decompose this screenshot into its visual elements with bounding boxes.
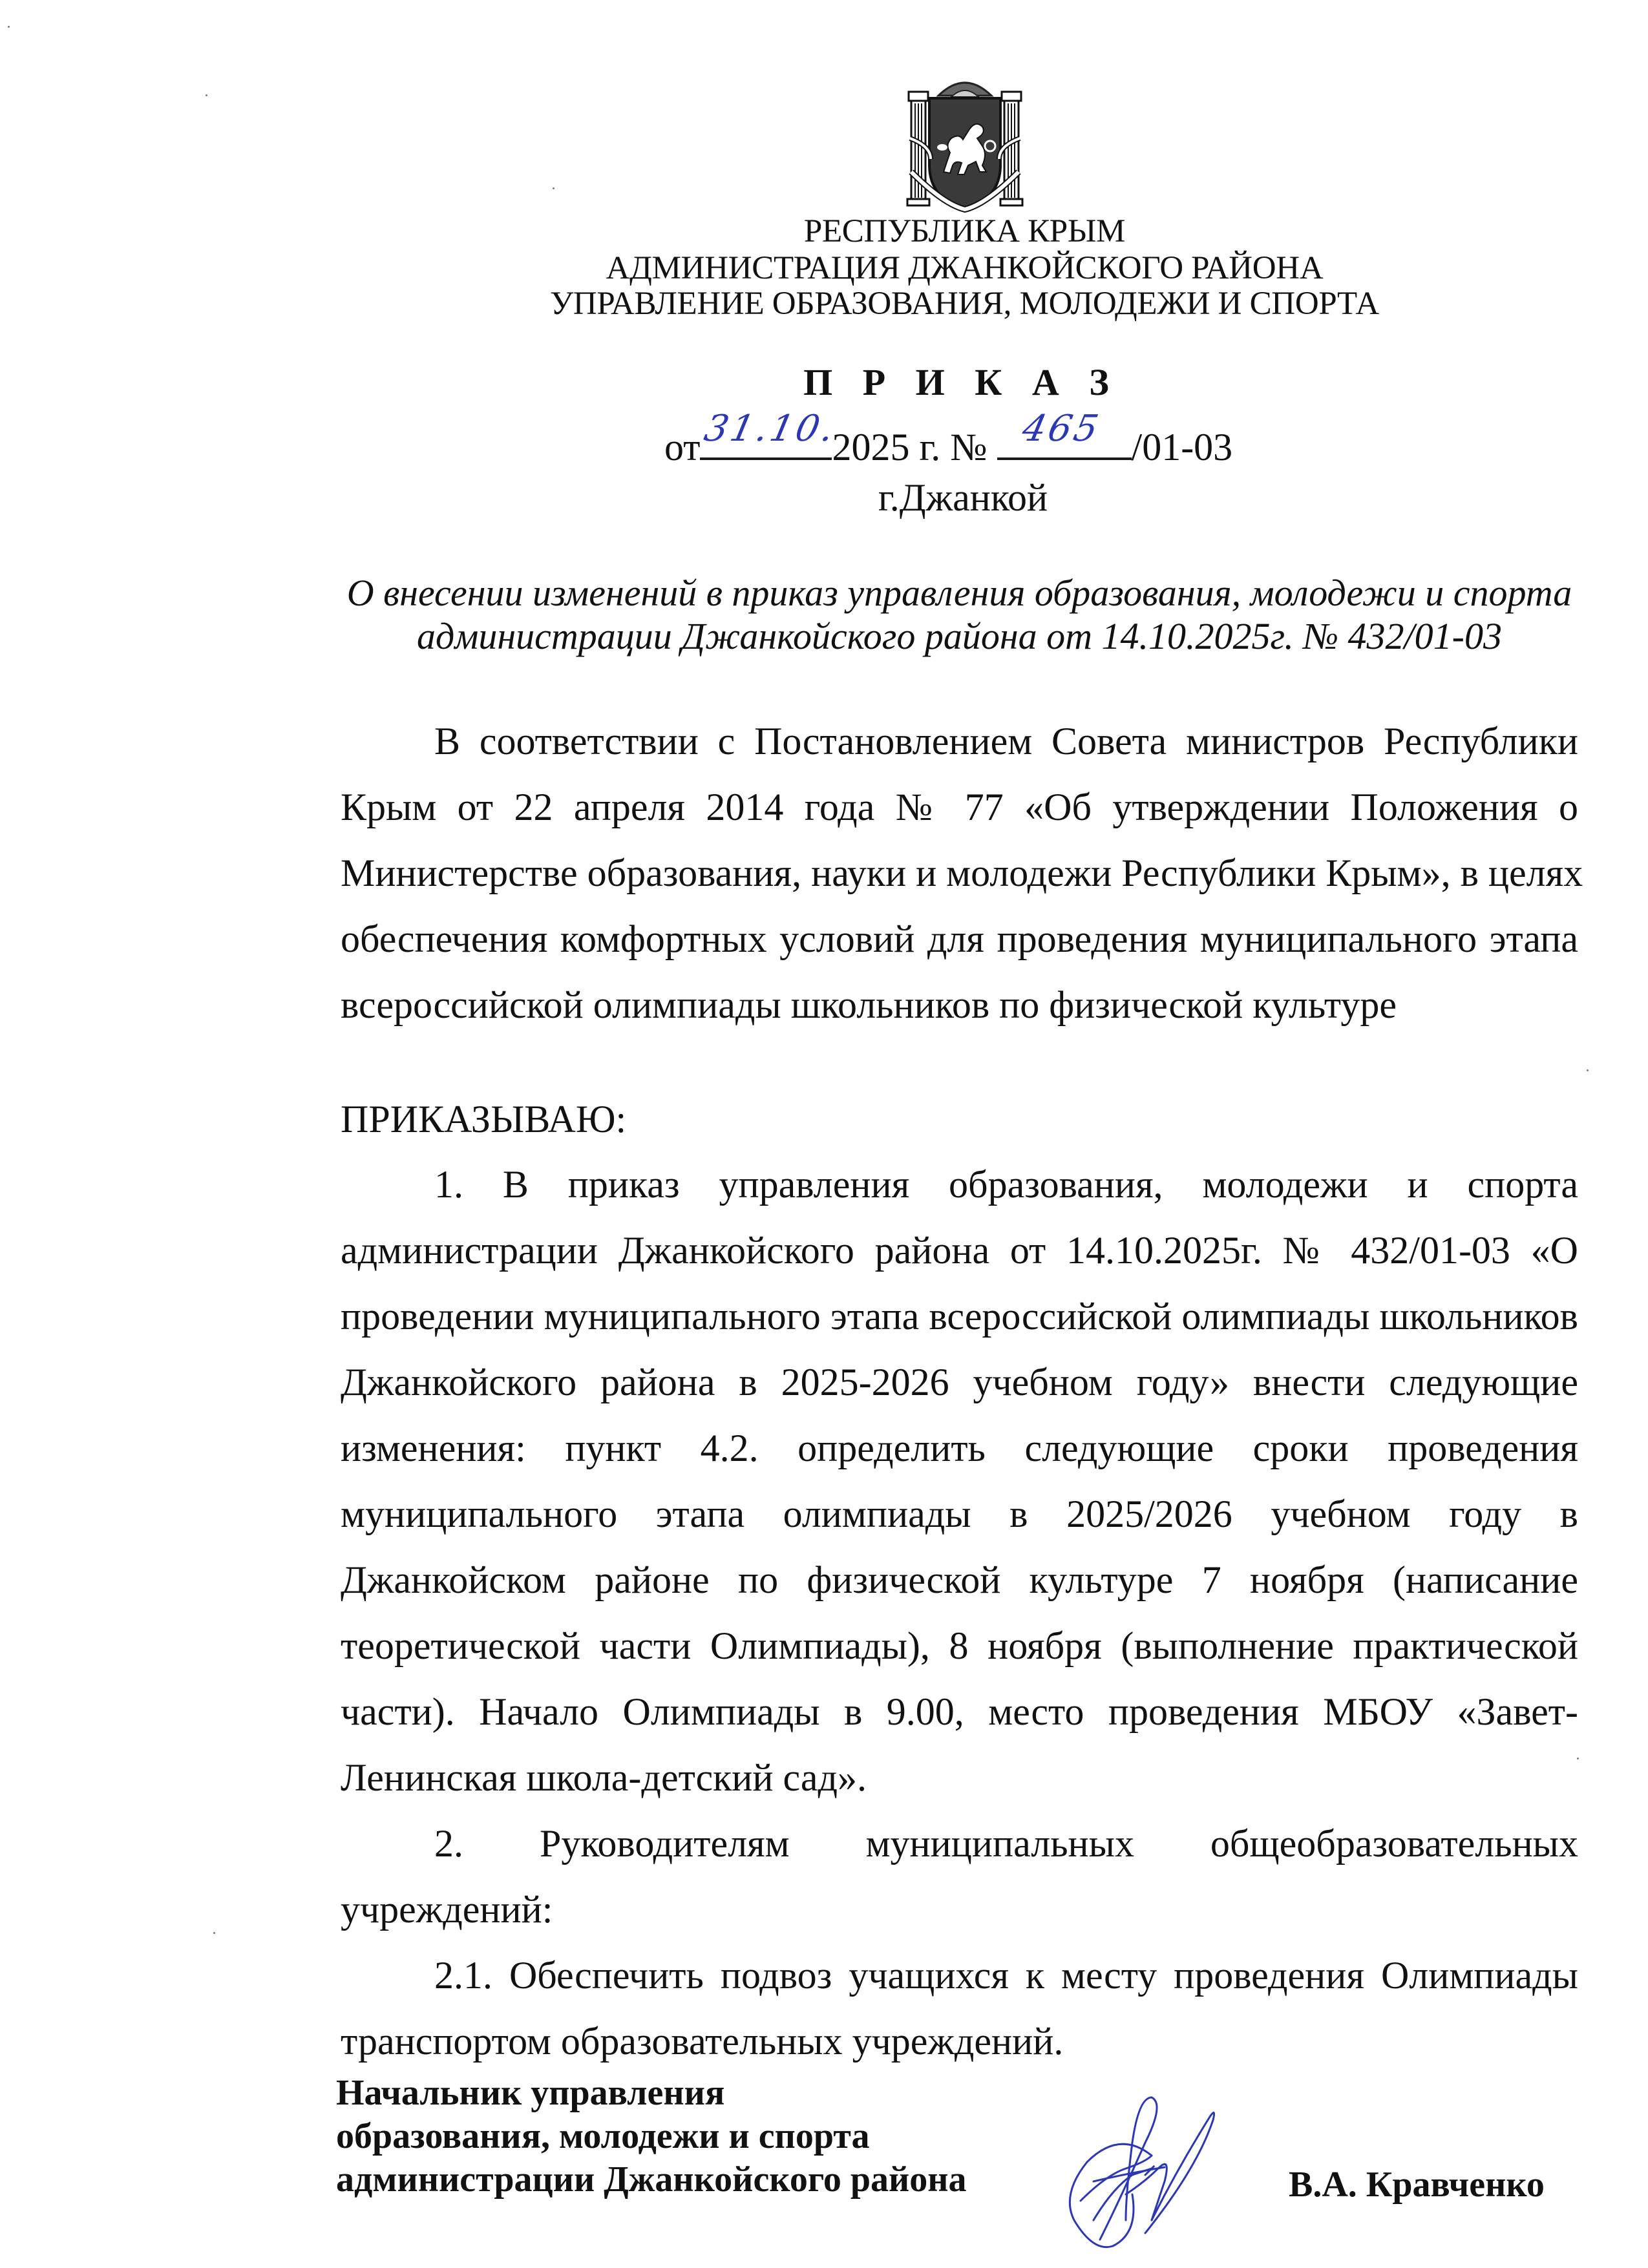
item-2-line: 2. Руководителям муниципальных общеобразовательных xyxy=(434,1822,1578,1865)
item-1-line: части). Начало Олимпиады в 9.00, место проведения МБОУ «Завет- xyxy=(341,1690,1578,1733)
item-1-line: 1. В приказ управления образования, молодежи и спорта xyxy=(434,1163,1578,1206)
number-field xyxy=(997,408,1132,460)
preamble-line: обеспечения комфортных условий для проведения муниципального этапа xyxy=(341,918,1578,960)
item-1-line: администрации Джанкойского района от 14.10.2025г. № 432/01-03 «О xyxy=(341,1229,1578,1272)
handwritten-date: 31.10. xyxy=(701,408,841,450)
signatory-position-line: образования, молодежи и спорта xyxy=(336,2116,870,2156)
scan-speck xyxy=(213,1932,215,1934)
date-prefix: от xyxy=(664,426,701,468)
item-1-line: теоретической части Олимпиады), 8 ноября (выполнение практической xyxy=(341,1624,1578,1667)
preamble-line: В соответствии с Постановлением Совета министров Республики xyxy=(434,720,1578,762)
order-word: ПРИКАЗЫВАЮ: xyxy=(341,1098,627,1140)
scan-speck xyxy=(206,94,207,96)
header-administration: АДМИНИСТРАЦИЯ ДЖАНКОЙСКОГО РАЙОНА xyxy=(606,250,1324,286)
item-2-1-line: 2.1. Обеспечить подвоз учащихся к месту проведения Олимпиады xyxy=(434,1954,1578,1997)
date-number-line xyxy=(664,408,1233,470)
item-1-line: муниципального этапа олимпиады в 2025/2026 учебном году в xyxy=(341,1493,1578,1535)
scan-speck xyxy=(8,26,10,28)
number-suffix: /01-03 xyxy=(1131,426,1233,468)
item-1-line: проведении муниципального этапа всероссийской олимпиады школьников xyxy=(341,1295,1578,1338)
preamble-line: Крым от 22 апреля 2014 года № 77 «Об утверждении Положения о xyxy=(341,786,1578,828)
subject-line-2: администрации Джанкойского района от 14.10.2025г. № 432/01-03 xyxy=(417,615,1502,657)
item-1-line: изменения: пункт 4.2. определить следующие сроки проведения xyxy=(341,1427,1578,1469)
header-department: УПРАВЛЕНИЕ ОБРАЗОВАНИЯ, МОЛОДЕЖИ И СПОРТА xyxy=(550,286,1379,322)
subject-line-1: О внесении изменений в приказ управления образования, молодежи и спорта xyxy=(346,572,1572,614)
item-1-line: Ленинская школа-детский сад». xyxy=(341,1756,867,1799)
year-label: 2025 г. № xyxy=(832,426,988,468)
coat-of-arms-icon xyxy=(905,75,1025,215)
scan-speck xyxy=(553,187,555,189)
signatory-position-line: Начальник управления xyxy=(336,2073,725,2113)
item-2-1-line: транспортом образовательных учреждений. xyxy=(341,2020,1064,2063)
preamble-line: Министерстве образования, науки и молодежи Республики Крым», в целях xyxy=(341,852,1583,894)
item-1-line: Джанкойского района в 2025-2026 учебном году» внести следующие xyxy=(341,1361,1578,1403)
order-title: П Р И К А З xyxy=(803,361,1119,403)
signatory-position-line: администрации Джанкойского района xyxy=(336,2159,967,2200)
date-field xyxy=(700,408,841,460)
city: г.Джанкой xyxy=(878,476,1048,519)
handwritten-signature-icon xyxy=(1055,2091,1255,2259)
signatory-name: В.А. Кравченко xyxy=(1289,2165,1545,2205)
item-2-line: учреждений: xyxy=(341,1888,553,1931)
scan-speck xyxy=(1587,1069,1589,1071)
preamble-line: всероссийской олимпиады школьников по физической культуре xyxy=(341,983,1397,1026)
handwritten-number: 465 xyxy=(1018,408,1104,450)
header-republic: РЕСПУБЛИКА КРЫМ xyxy=(803,213,1126,249)
scan-speck xyxy=(1577,1758,1579,1759)
item-1-line: Джанкойском районе по физической культуре 7 ноября (написание xyxy=(341,1559,1578,1601)
